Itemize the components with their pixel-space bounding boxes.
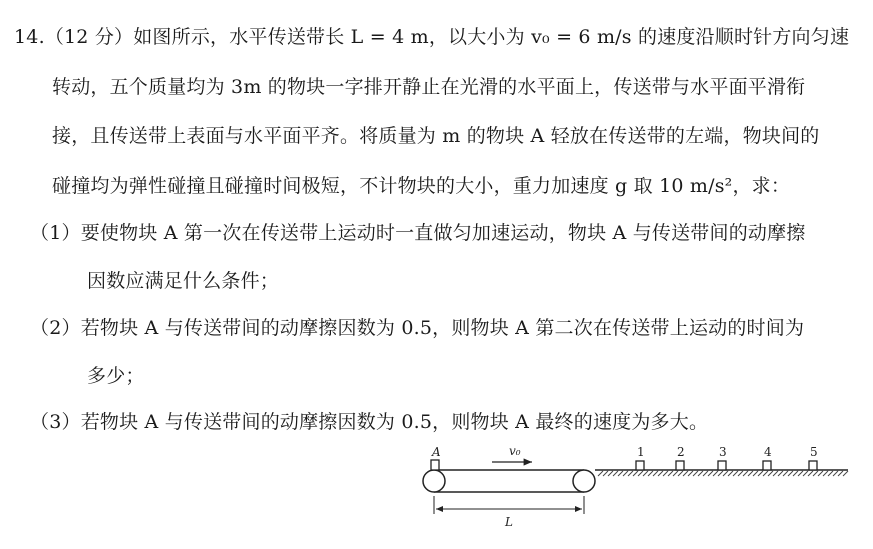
block-2-label: 2 (677, 445, 685, 459)
block-1 (636, 461, 644, 470)
block-4 (763, 461, 771, 470)
block-3 (718, 461, 726, 470)
block-a (431, 460, 439, 470)
left-pulley (423, 470, 445, 492)
ground-surface (595, 470, 848, 476)
block-5-label: 5 (810, 445, 818, 459)
question-2-continued: 多少； (87, 365, 145, 387)
right-pulley (573, 470, 595, 492)
block-a-label: A (432, 445, 441, 459)
length-label: L (505, 515, 513, 529)
conveyor-belt (423, 470, 595, 492)
block-5 (809, 461, 817, 470)
problem-line-4: 碰撞均为弹性碰撞且碰撞时间极短，不计物块的大小，重力加速度 g 取 10 m/s²，求： (52, 175, 791, 197)
problem-line-1: 14.（12 分）如图所示，水平传送带长 L = 4 m，以大小为 v₀ = 6 m/s 的速度沿顺时针方向匀速 (14, 26, 850, 48)
length-dimension (434, 496, 584, 514)
velocity-label: v₀ (509, 444, 521, 458)
problem-line-2: 转动，五个质量均为 3m 的物块一字排开静止在光滑的水平面上，传送带与水平面平滑衔 (52, 76, 806, 98)
question-2: （2）若物块 A 与传送带间的动摩擦因数为 0.5，则物块 A 第二次在传送带上运动的时间为 (30, 317, 805, 339)
block-1-label: 1 (637, 445, 645, 459)
block-3-label: 3 (719, 445, 727, 459)
question-1: （1）要使物块 A 第一次在传送带上运动时一直做匀加速运动，物块 A 与传送带间的动摩擦 (30, 222, 806, 244)
block-4-label: 4 (764, 445, 772, 459)
question-1-continued: 因数应满足什么条件； (87, 270, 280, 292)
problem-line-3: 接，且传送带上表面与水平面平齐。将质量为 m 的物块 A 轻放在传送带的左端，物块间的 (52, 125, 820, 147)
conveyor-figure (410, 440, 860, 540)
block-2 (676, 461, 684, 470)
question-3: （3）若物块 A 与传送带间的动摩擦因数为 0.5，则物块 A 最终的速度为多大。 (30, 411, 709, 433)
